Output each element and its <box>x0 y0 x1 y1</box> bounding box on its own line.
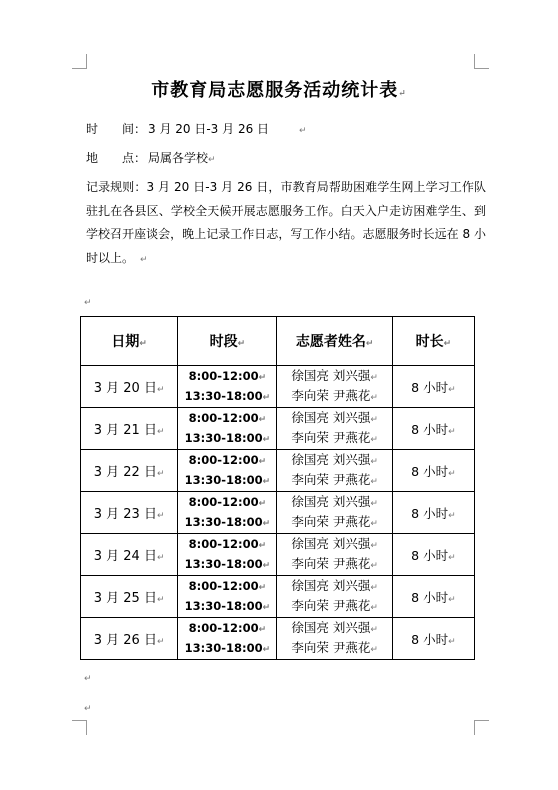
page-corner-mark-bottom-right <box>474 720 489 735</box>
duration-cell: 8 小时↵ <box>392 576 474 618</box>
volunteer-names-cell: 徐国亮 刘兴强↵ 李向荣 尹燕花↵ <box>277 408 392 450</box>
document-title <box>0 76 558 102</box>
time-slot-cell: 8:00-12:00↵ 13:30-18:00↵ <box>178 576 277 618</box>
header-time-slot: 时段↵ <box>178 317 277 366</box>
volunteer-names-cell: 徐国亮 刘兴强↵ 李向荣 尹燕花↵ <box>277 450 392 492</box>
duration-cell: 8 小时↵ <box>392 366 474 408</box>
duration-cell: 8 小时↵ <box>392 408 474 450</box>
time-slot-cell: 8:00-12:00↵ 13:30-18:00↵ <box>178 618 277 660</box>
date-cell: 3 月 22 日↵ <box>81 450 178 492</box>
paragraph-mark: ↵ <box>299 126 307 136</box>
table-row <box>81 618 475 660</box>
time-slot-cell: 8:00-12:00↵ 13:30-18:00↵ <box>178 408 277 450</box>
volunteer-names-cell: 徐国亮 刘兴强↵ 李向荣 尹燕花↵ <box>277 366 392 408</box>
paragraph-mark: ↵ <box>140 254 148 265</box>
date-cell: 3 月 20 日↵ <box>81 366 178 408</box>
table-header-row <box>81 317 475 366</box>
recording-rules-paragraph <box>86 176 486 272</box>
date-cell: 3 月 23 日↵ <box>81 492 178 534</box>
date-cell: 3 月 25 日↵ <box>81 576 178 618</box>
date-cell: 3 月 26 日↵ <box>81 618 178 660</box>
header-duration: 时长↵ <box>392 317 474 366</box>
table-row <box>81 450 475 492</box>
time-slot-cell: 8:00-12:00↵ 13:30-18:00↵ <box>178 366 277 408</box>
table-row <box>81 366 475 408</box>
place-value: 局属各学校 <box>148 151 209 165</box>
volunteer-names-cell: 徐国亮 刘兴强↵ 李向荣 尹燕花↵ <box>277 492 392 534</box>
paragraph-mark: ↵ <box>208 155 216 165</box>
empty-paragraph-mark: ↵ <box>84 704 92 714</box>
recording-rules-text: 记录规则：3 月 20 日-3 月 26 日，市教育局帮助困难学生网上学习工作队驻扎在各县区、学校全天候开展志愿服务工作。白天入户走访困难学生、到学校召开座谈会，晚上记录工作日志，写工作小结。志愿服务时长远在 8 小时以上。 <box>86 180 486 265</box>
duration-cell: 8 小时↵ <box>392 492 474 534</box>
header-date: 日期↵ <box>81 317 178 366</box>
document-title-text: 市教育局志愿服务活动统计表 <box>151 80 399 101</box>
volunteer-names-cell: 徐国亮 刘兴强↵ 李向荣 尹燕花↵ <box>277 576 392 618</box>
time-line <box>86 120 307 137</box>
duration-cell: 8 小时↵ <box>392 450 474 492</box>
empty-paragraph-mark: ↵ <box>84 298 92 308</box>
duration-cell: 8 小时↵ <box>392 534 474 576</box>
page-corner-mark-top-left <box>72 54 87 69</box>
page-corner-mark-bottom-left <box>72 720 87 735</box>
paragraph-mark: ↵ <box>398 89 407 99</box>
volunteer-statistics-table <box>80 316 475 660</box>
date-cell: 3 月 21 日↵ <box>81 408 178 450</box>
time-slot-cell: 8:00-12:00↵ 13:30-18:00↵ <box>178 492 277 534</box>
page-corner-mark-top-right <box>474 54 489 69</box>
time-label: 时 间： <box>86 122 147 136</box>
time-value: 3 月 20 日-3 月 26 日 <box>148 122 270 136</box>
place-line <box>86 149 216 166</box>
volunteer-names-cell: 徐国亮 刘兴强↵ 李向荣 尹燕花↵ <box>277 534 392 576</box>
table-row <box>81 534 475 576</box>
volunteer-names-cell: 徐国亮 刘兴强↵ 李向荣 尹燕花↵ <box>277 618 392 660</box>
table-row <box>81 408 475 450</box>
date-cell: 3 月 24 日↵ <box>81 534 178 576</box>
duration-cell: 8 小时↵ <box>392 618 474 660</box>
time-slot-cell: 8:00-12:00↵ 13:30-18:00↵ <box>178 534 277 576</box>
empty-paragraph-mark: ↵ <box>84 674 92 684</box>
table-row <box>81 492 475 534</box>
table-row <box>81 576 475 618</box>
header-volunteer-names: 志愿者姓名↵ <box>277 317 392 366</box>
time-slot-cell: 8:00-12:00↵ 13:30-18:00↵ <box>178 450 277 492</box>
place-label: 地 点： <box>86 151 147 165</box>
